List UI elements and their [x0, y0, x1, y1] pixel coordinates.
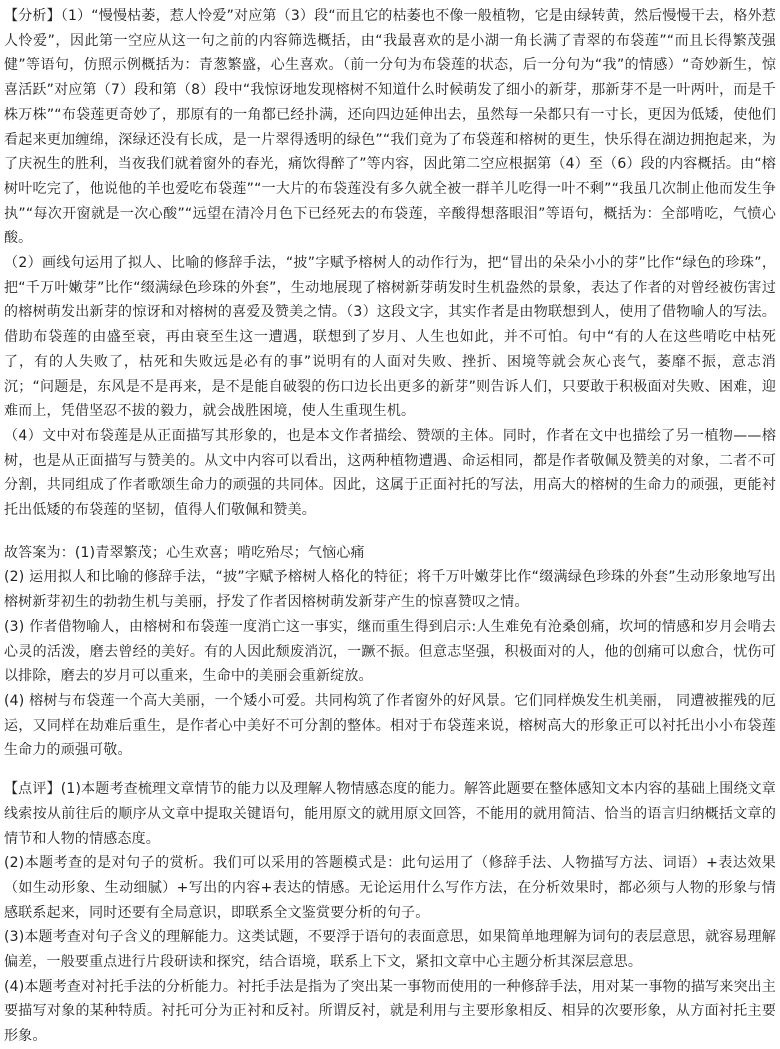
answer-paragraph-1: 故答案为：(1)青翠繁茂；心生欢喜；啃吃殆尽；气恼心痛 — [4, 544, 365, 561]
analysis-paragraph-3: （4）文中对布袋莲是从正面描写其形象的，也是本文作者描绘、赞颂的主体。同时，作者在文中也描绘了另一植物——榕树，也是从正面描写与赞美的。从文中内容可以看出，这两种植物遭遇、命运相同，都是作者敬佩及赞美的对象，二者不可分割，共同组成了作者歌颂生命力的顽强的共同体。因此，这属于正面衬托的写法，用高大的榕树的生命力的顽强，更能衬托出低矮的布袋莲的坚韧，值得人们敬佩和赞美。 — [4, 427, 776, 519]
answer-paragraph-3: (3) 作者借物喻人，由榕树和布袋莲一度消亡这一事实，继而重生得到启示:人生难免有沧桑创痛，坎坷的情感和岁月会啃去心灵的活泼，磨去曾经的美好。有的人因此颓废消沉，一蹶不振。但意志坚强，积极面对的人，他的创痛可以愈合，忧伤可以排除，磨去的岁月可以重来，生命中的美丽会重新绽放。 — [4, 618, 776, 685]
answer-paragraph-2: (2) 运用拟人和比喻的修辞手法，“披”字赋予榕树人格化的特征；将千万叶嫩芽比作“缀满绿色珍珠的外套”生动形象地写出榕树新芽初生的勃勃生机与美丽，抒发了作者因榕树萌发新芽产生的惊喜赞叹之情。 — [4, 569, 776, 611]
answer-paragraph-4: (4) 榕树与布袋莲一个高大美丽，一个矮小可爱。共同构筑了作者窗外的好风景。它们同样焕发生机美丽， 同遭被摧残的厄运，又同样在劫难后重生，是作者心中美好不可分割的整体。相对于布袋莲来说，榕树高大的形象正可以衬托出小小布袋莲生命力的顽强可敬。 — [4, 692, 776, 759]
analysis-paragraph-1: 【分析】（1）“慢慢枯萎，惹人怜爱”对应第（3）段“而且它的枯萎也不像一般植物，它是由绿转黄，然后慢慢干去，格外惹人怜爱”，因此第一空应从这一句之前的内容筛选概括，由“我最喜欢的是小湖一角长满了青翠的布袋莲”“而且长得繁茂强健”等语句，仿照示例概括为：青葱繁盛，心生喜欢。（前一分句为布袋莲的状态，后一分句为“我”的情感）“奇妙新生，惊喜活跃”对应第（7）段和第（8）段中“我惊讶地发现榕树不知道什么时候萌发了细小的新芽，那新芽不是一叶两叶，而是千株万株”“布袋莲更奇妙了，那原有的一角都已经扑满，还向四边延伸出去，虽然每一朵都只有一寸长，更因为低矮，使他们看起来更加缠绵，深绿还没有长成，是一片翠得透明的绿色”“我们竟为了布袋莲和榕树的更生，快乐得在湖边拥抱起来，为了庆祝生的胜利，当夜我们就着窗外的春光，痛饮得醉了”等内容，因此第二空应根据第（4）至（6）段的内容概括。由“榕树叶吃完了，他说他的羊也爱吃布袋莲”“一大片的布袋莲没有多久就全被一群羊儿吃得一叶不剩”“我虽几次制止他而发生争执”“每次开窗就是一次心酸”“远望在清冷月色下已经死去的布袋莲，辛酸得想落眼泪”等语句，概括为：全部啃吃，气愤心酸。 — [4, 8, 776, 247]
analysis-section — [4, 4, 776, 523]
answer-section — [4, 541, 776, 763]
comment-paragraph-1: 【点评】(1)本题考查梳理文章情节的能力以及理解人物情感态度的能力。解答此题要在整体感知文本内容的基础上围绕文章线索按从前往后的顺序从文章中提取关键语句，能用原文的就用原文回答，不能用的就用简洁、恰当的语言归纳概括文章的情节和人物的情感态度。 — [4, 781, 776, 847]
comment-paragraph-2: (2)本题考查的是对句子的赏析。我们可以采用的答题模式是：此句运用了（修辞手法、人物描写方法、词语）+表达效果（如生动形象、生动细腻）+写出的内容+表达的情感。无论运用什么写作方法，在分析效果时，都必须与人物的形象与情感联系起来，同时还要有全局意识，即联系全文鉴赏要分析的句子。 — [4, 855, 776, 921]
analysis-paragraph-2: （2）画线句运用了拟人、比喻的修辞手法，“披”字赋予榕树人的动作行为，把“冒出的朵朵小小的芽”比作“绿色的珍珠”，把“千万叶嫩芽”比作“缀满绿色珍珠的外套”，生动地展现了榕树新芽萌发时生机盎然的景象，表达了作者的对曾经被伤害过的榕树萌发出新芽的惊讶和对榕树的喜爱及赞美之情。（3）这段文字，其实作者是由物联想到人，使用了借物喻人的写法。借助布袋莲的由盛至衰，再由衰至生这一遭遇，联想到了岁月、人生也如此，并不可怕。句中“有的人在这些啃吃中枯死了，有的人失败了，枯死和失败远是必有的事”说明有的人面对失败、挫折、困境等就会灰心丧气，萎靡不振，意志消沉；“问题是，东风是不是再来，是不是能自破裂的伤口边长出更多的新芽”则告诉人们，只要敢于积极面对失败、困难，迎难而上，凭借坚忍不拔的毅力，就会战胜困境，使人生重现生机。 — [4, 255, 776, 420]
section-spacer — [4, 523, 776, 541]
comment-paragraph-3: (3)本题考查对句子含义的理解能力。这类试题，不要浮于语句的表面意思，如果简单地理解为词句的表层意思，就容易理解偏差，一般要重点进行片段研读和探究，结合语境，联系上下文，紧扣文章中心主题分析其深层意思。 — [4, 929, 776, 971]
section-spacer — [4, 763, 776, 777]
comment-paragraph-4: (4)本题考查对衬托手法的分析能力。衬托手法是指为了突出某一事物而使用的一种修辞手法，用对某一事物的描写来突出主要描写对象的某种特质。衬托可分为正衬和反衬。所谓反衬，就是利用与主要形象相反、相异的次要形象，从方面衬托主要形象。 — [4, 978, 776, 1045]
comment-section — [4, 777, 776, 1049]
